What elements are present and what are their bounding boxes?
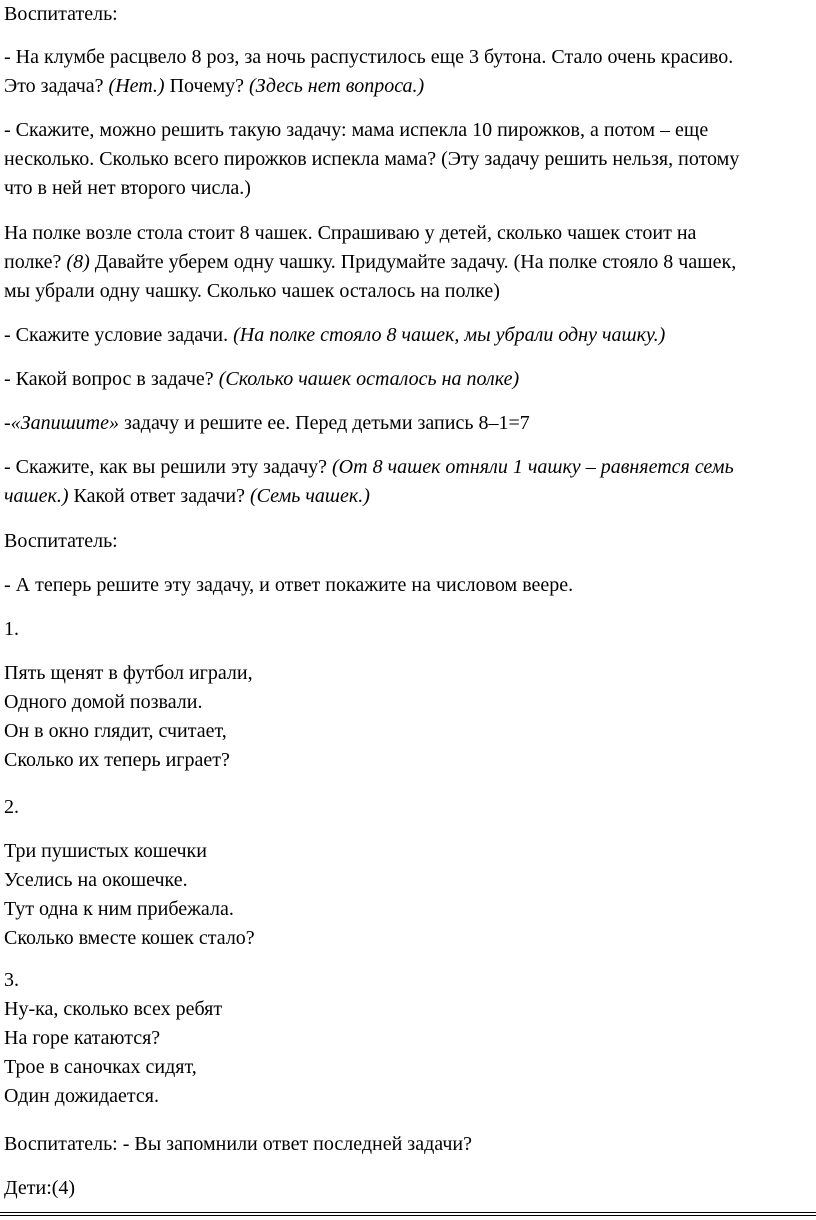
paragraph-speaker-teacher-2 <box>4 527 812 556</box>
poem-line: Сколько их теперь играет? <box>4 749 230 771</box>
text-span: Почему? <box>164 75 250 97</box>
poem-line: На горе катаются? <box>4 1027 161 1049</box>
text-line: Воспитатель: <box>4 530 118 552</box>
poem-line: Один дожидается. <box>4 1085 159 1107</box>
paragraph-task-question <box>4 365 812 394</box>
answer-italic: чашек.) <box>4 485 69 507</box>
poem-line: Трое в саночках сидят, <box>4 1056 197 1078</box>
answer-italic: (Семь чашек.) <box>249 485 370 507</box>
poem-riddle-1 <box>4 659 812 775</box>
paragraph-cups-task <box>4 219 812 306</box>
text-line: несколько. Сколько всего пирожков испекла мама? (Эту задачу решить нельзя, потому <box>4 148 740 170</box>
text-span: Давайте уберем одну чашку. Придумайте задачу. (На полке стояло 8 чашек, <box>89 251 737 273</box>
text-span: - Скажите, как вы решили эту задачу? <box>4 456 333 478</box>
text-line: что в ней нет второго числа.) <box>4 177 251 199</box>
poem-line: Уселись на окошечке. <box>4 869 188 891</box>
text-line: 2. <box>4 796 19 818</box>
paragraph-how-solved <box>4 453 812 511</box>
poem-line: Одного домой позвали. <box>4 691 203 713</box>
text-line <box>4 248 812 277</box>
poem-line: Сколько вместе кошек стало? <box>4 927 255 949</box>
text-line: - Скажите, можно решить такую задачу: мама испекла 10 пирожков, а потом – еще <box>4 119 709 141</box>
text-line <box>4 409 812 438</box>
paragraph-riddle-number-1 <box>4 615 812 644</box>
poem-line: Пять щенят в футбол играли, <box>4 662 253 684</box>
text-span: Какой ответ задачи? <box>68 485 250 507</box>
paragraph-pies-question <box>4 116 812 203</box>
poem-line: Тут одна к ним прибежала. <box>4 898 234 920</box>
text-line: - На клумбе расцвело 8 роз, за ночь распустилось еще 3 бутона. Стало очень красиво. <box>4 46 734 68</box>
text-line: 1. <box>4 618 19 640</box>
answer-italic: (Нет.) <box>108 75 165 97</box>
text-span: - <box>4 412 11 434</box>
answer-italic: (Сколько чашек осталось на полке) <box>218 368 520 390</box>
poem-riddle-2 <box>4 837 812 953</box>
paragraph-number-fan <box>4 571 812 600</box>
text-line <box>4 72 812 101</box>
poem-line: Три пушистых кошечки <box>4 840 207 862</box>
text-span: - Какой вопрос в задаче? <box>4 368 219 390</box>
text-span: задачу и решите ее. Перед детьми запись 8–1=7 <box>119 412 530 434</box>
text-span: Это задача? <box>4 75 109 97</box>
paragraph-flowers-question <box>4 43 812 101</box>
text-line <box>4 453 812 482</box>
poem-line: Он в окно глядит, считает, <box>4 720 227 742</box>
answer-italic: (8) <box>66 251 90 273</box>
text-line: На полке возле стола стоит 8 чашек. Спрашиваю у детей, сколько чашек стоит на <box>4 222 697 244</box>
answer-italic: (На полке стояло 8 чашек, мы убрали одну чашку.) <box>233 324 666 346</box>
paragraph-speaker-teacher-1 <box>4 0 812 29</box>
answer-italic: «Запишите» <box>10 412 119 434</box>
text-line: Дети:(4) <box>4 1177 76 1199</box>
text-line <box>4 482 812 511</box>
paragraph-children-answer <box>4 1174 812 1203</box>
text-line: мы убрали одну чашку. Сколько чашек осталось на полке) <box>4 280 500 302</box>
text-span: полке? <box>4 251 67 273</box>
page-bottom-rule <box>0 1212 816 1216</box>
poem-riddle-3 <box>4 966 812 1111</box>
paragraph-write-task <box>4 409 812 438</box>
text-line: 3. <box>4 969 19 991</box>
text-span: - Скажите условие задачи. <box>4 324 234 346</box>
paragraph-teacher-last-question <box>4 1130 812 1159</box>
poem-line: Ну-ка, сколько всех ребят <box>4 998 223 1020</box>
text-line: Воспитатель: - Вы запомнили ответ последней задачи? <box>4 1133 472 1155</box>
text-line <box>4 321 812 350</box>
text-line <box>4 365 812 394</box>
paragraph-task-condition <box>4 321 812 350</box>
text-line: Воспитатель: <box>4 3 118 25</box>
answer-italic: (От 8 чашек отняли 1 чашку – равняется семь <box>332 456 734 478</box>
answer-italic: (Здесь нет вопроса.) <box>249 75 425 97</box>
text-line: - А теперь решите эту задачу, и ответ покажите на числовом веере. <box>4 574 574 596</box>
paragraph-riddle-number-2 <box>4 793 812 822</box>
